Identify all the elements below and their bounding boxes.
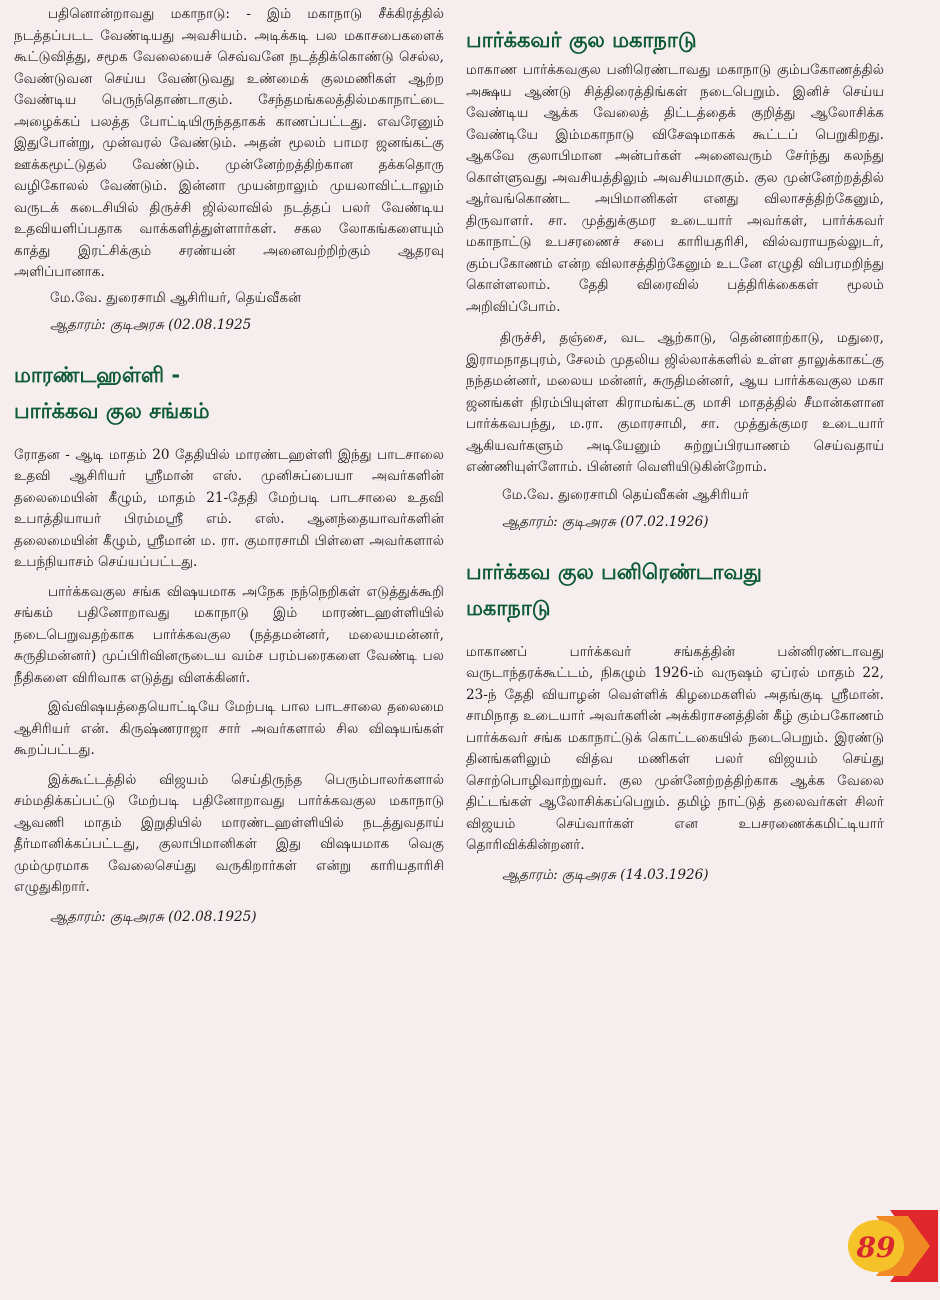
- heading2-line-1: பார்க்கவ குல பனிரெண்டாவது: [466, 559, 762, 584]
- right-source-2: ஆதாரம்: குடிஅரசு (14.03.1926): [502, 866, 709, 883]
- article-paragraph-3: இவ்விஷயத்தையொட்டியே மேற்படி பால பாடசாலை தலைமை ஆசிரியர் என். கிருஷ்ணராஜா சார் அவர்களால் சில விஷயங்கள் கூறப்பட்டது.: [14, 699, 444, 758]
- page-number-badge: [846, 1206, 938, 1286]
- right-paragraph-1: மாகாண பார்க்கவகுல பனிரெண்டாவது மகாநாடு கும்பகோணத்தில் அக்ஷய ஆண்டு சித்திரைத்திங்கள் நடைபெறும். இனிச் செய்ய வேண்டிய ஆக்க வேலைத் திட்டத்தைக் குறித்து ஆலோசிக்க வேண்டியே இம்மகாநாடு விசேஷமாகக் கூட்டப் பெறுகிறது. ஆகவே குலாபிமான அன்பர்கள் அனைவரும் சேர்ந்து கலந்து கொள்ளுவது அவசியத்திலும் அவசியமாகும். குல முன்னேற்றத்தில் ஆர்வங்கொண்ட அபிமானிகள் எனது விலாசத்திற்கேனும், திருவாளர். சா. முத்துக்குமர உடையார் அவர்கள், பார்க்கவர் மகாநாட்டு உபசரணைச் சபை காரியதரிசி, வில்வராயநல்லுடர், கும்பகோணம் என்ற விலாசத்திற்கேனும் உடனே எழுதி விபரமறிந்து கொள்ளலாம். தேதி விரைவில் பத்திரிக்கைகள் மூலம் அறிவிப்போம்.: [466, 62, 884, 315]
- article-paragraph-2: பார்க்கவகுல சங்க விஷயமாக அநேக நந்நெறிகள் எடுத்துக்கூறி சங்கம் பதினோறாவது மகாநாடு இம் மாரண்டஹள்ளியில் நடைபெறுவதற்காக பார்க்கவகுல (நத்தமன்னர், மலையமன்னர், சுருதிமன்னர்) முப்பிரிவினருடைய வம்ச பரம்பரைகளை வேண்டி பல நீதிகளை விரிவாக எடுத்து விளக்கினர்.: [14, 583, 444, 686]
- heading-parkkavar-maanadu: பார்க்கவர் குல மகாநாடு: [466, 28, 697, 52]
- intro-paragraph: பதினொன்றாவது மகாநாடு: - இம் மகாநாடு சீக்கிரத்தில் நடத்தப்படட வேண்டியது அவசியம். அடிக்கடி பல மகாசபைகளைக் கூட்டுவித்து, சமூக வேலையைச் செவ்வனே நடத்திக்கொண்டு செல்ல, வேண்டுவன செய்ய வேண்டுவது உண்மைக் குலமணிகள் ஆற்ற வேண்டிய பெருந்தொண்டாகும். சேந்தமங்கலத்தில்மகாநாட்டை அழைக்கப் பலத்த போட்டியிருந்ததாகக் காணப்பட்டது. எவரேனும் இதுபோன்று, முன்வரல் வேண்டும். அதன் மூலம் பாமர ஜனங்கட்கு ஊக்கமூட்டுதல் வேண்டும். முன்னேற்றத்திற்கான தக்கதொரு வழிகோலல் வேண்டும். இன்னா முயன்றாலும் முயலாவிட்டாலும் வருடக் கடைசியில் திருச்சி ஜில்லாவில் நடத்தப் பலர் வேண்டிய உதவியளிப்பதாக வாக்களித்துள்ளார்கள். சகல லோகங்களையும் காத்து இரட்சிக்கும் சரண்யன் அனைவற்றிற்கும் ஆதரவு அளிப்பானாக.: [14, 6, 444, 280]
- heading2-line-2: மகாநாடு: [466, 595, 551, 620]
- article-source: ஆதாரம்: குடிஅரசு (02.08.1925): [50, 908, 257, 925]
- page-number: 89: [856, 1231, 896, 1264]
- intro-source: ஆதாரம்: குடிஅரசு (02.08.1925: [50, 317, 252, 333]
- article-paragraph-1: ரோதன - ஆடி மாதம் 20 தேதியில் மாரண்டஹள்ளி இந்து பாடசாலை உதவி ஆசிரியர் ஸ்ரீமான் எஸ். முனிசுப்பையா அவர்களின் தலைமையின் கீழும், மாதம் 21-தேதி மேற்படி பாடசாலை உதவி உபாத்தியாயர் பிரம்மஸ்ரீ எம். எஸ். ஆனந்தையாவர்களின் தலைமையின் கீழும், ஸ்ரீமான் ம. ரா. குமாரசாமி பிள்ளை அவர்களால் உபந்நியாசம் செய்யப்பட்டது.: [14, 446, 444, 570]
- heading-marandahalli: [14, 357, 444, 429]
- left-column: [14, 0, 444, 928]
- article-paragraph-4: இக்கூட்டத்தில் விஜயம் செய்திருந்த பெரும்பாலர்களால் சம்மதிக்கப்பட்டு மேற்படி பதினோறாவது பார்க்கவகுல மகாநாடு ஆவணி மாதம் இறுதியில் மாரண்டஹள்ளியில் நடத்துவதாய் தீர்மானிக்கப்பட்டது, குலாபிமானிகள் இது விஷயமாக வெகு மும்முரமாக வேலைசெய்து வருகிறார்கள் என்று காரியதாரிசி எழுதுகிறார்.: [14, 771, 444, 895]
- right-source-1: ஆதாரம்: குடிஅரசு (07.02.1926): [502, 514, 709, 530]
- heading-twelfth-conference: [466, 554, 884, 626]
- right-paragraph-3: மாகாணப் பார்க்கவர் சங்கத்தின் பன்னிரண்டாவது வருடாந்தரக்கூட்டம், நிகழும் 1926-ம் வருஷம் ஏப்ரல் மாதம் 22, 23-ந் தேதி வியாழன் வெள்ளிக் கிழமைகளில் அதங்குடி ஸ்ரீமான். சாமிநாத உடையார் அவர்களின் அக்கிராசனத்தின் கீழ் கும்பகோணம் பார்க்கவர் சங்க மகாநாட்டுக் கொட்டகையில் நடைபெறும். இரண்டு தினங்களிலும் வித்வ மணிகள் பலர் விஜயம் செய்து சொற்பொழிவாற்றுவர். குல முன்னேற்றத்திற்காக ஆக்க வேலை திட்டங்கள் ஆலோசிக்கப்பெறும். தமிழ் நாட்டுத் தலைவர்கள் சிலர் விஜயம் செய்வார்கள் என உபசரணைக்கமிட்டியார் தொரிவிக்கின்றனர்.: [466, 643, 884, 853]
- right-paragraph-2: திருச்சி, தஞ்சை, வட ஆற்காடு, தென்னாற்காடு, மதுரை, இராமநாதபுரம், சேலம் முதலிய ஜில்லாக்களில் உள்ள தாலுக்காகட்கு நந்தமன்னர், மலைய மன்னர், சுருதிமன்னர், ஆய பார்க்கவகுல மகா ஜனங்கள் நிரம்பியுள்ள கிராமங்கட்கு மாசி மாதத்தில் சீமான்களான பார்க்கவபந்து, ம.ரா. குமாரசாமி, சா. முத்துக்குமர உடையார் ஆகியவர்களும் அடியேனும் சுற்றுப்பிரயாணம் செய்வதாய் எண்ணியுள்ளோம். பின்னர் வெளியிடுகின்றோம்.: [466, 330, 884, 475]
- heading-line-2: பார்க்கவ குல சங்கம்: [14, 398, 210, 423]
- heading-line-1: மாரண்டஹள்ளி -: [14, 362, 181, 387]
- intro-signature: மே.வே. துரைசாமி ஆசிரியர், தெய்வீகன்: [50, 289, 302, 306]
- right-signature: மே.வே. துரைசாமி தெய்வீகன் ஆசிரியர்: [502, 486, 749, 503]
- right-column: [466, 0, 884, 886]
